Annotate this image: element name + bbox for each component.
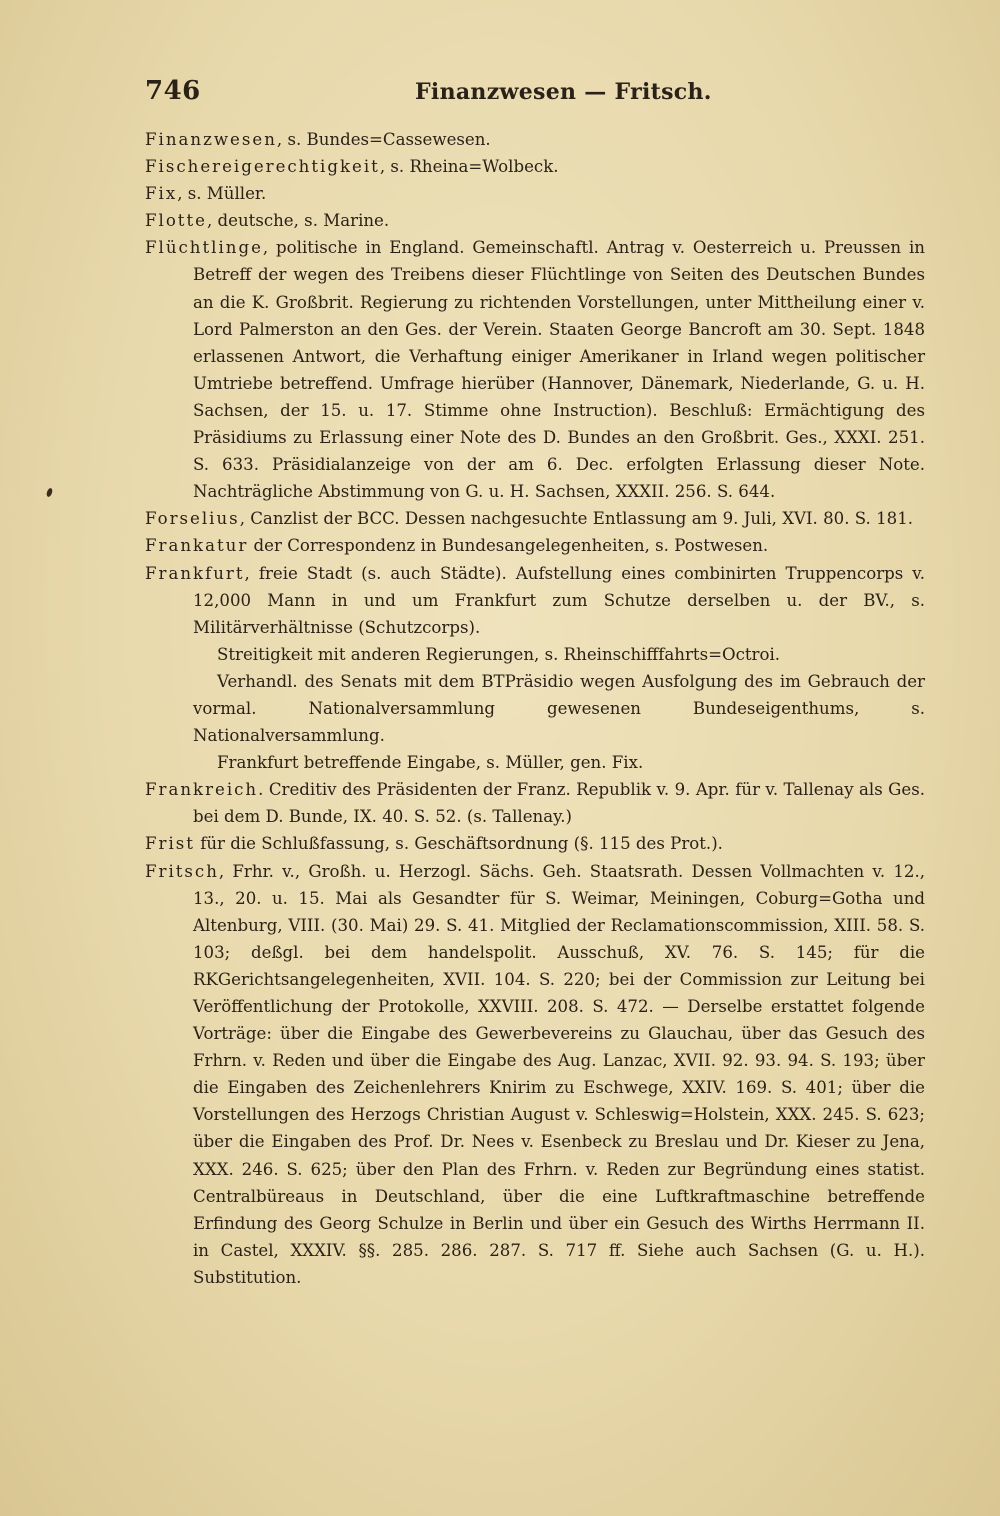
entry-text: der Correspondenz in Bundesangelegenheiten, s. Postwesen.	[248, 536, 769, 556]
index-entry-flotte	[145, 207, 925, 234]
index-entry-frankatur	[145, 532, 925, 559]
entry-text: , s. Bundes=Cassewesen.	[276, 130, 491, 149]
subentry-text: Frankfurt betreffende Eingabe, s. Müller, gen. Fix.	[217, 753, 644, 773]
index-entry-finanzwesen	[145, 126, 925, 153]
entry-keyword: Forselius	[145, 509, 240, 529]
index-entry-fluechtlinge	[145, 234, 925, 505]
entry-keyword: Flüchtlinge	[145, 238, 263, 258]
entry-text: , freie Stadt (s. auch Städte). Aufstellung eines combinirten Truppencorps v. 12,000 Mann in und um Frankfurt zum Schutze derselben u. der BV., s. Militärverhältnisse (Schutzcorps).	[193, 563, 925, 637]
entry-text: , Frhr. v., Großh. u. Herzogl. Sächs. Geh. Staatsrath. Dessen Vollmachten v. 12., 13., 20. u. 15. Mai als Gesandter für S. Weimar, Meiningen, Coburg=Gotha und Altenburg, VIII. (30. Mai) 29. S. 41. Mitglied der Reclamationscommission, XIII. 58. S. 103; deßgl. bei dem handelspolit. Ausschuß, XV. 76. S. 145; für die RKGerichtsangelegenheiten, XVII. 104. S. 220; bei der Commission zur Leitung bei Veröffentlichung der Protokolle, XXVIII. 208. S. 472. — Derselbe erstattet folgende Vorträge: über die Eingabe des Gewerbevereins zu Glauchau, über das Gesuch des Frhrn. v. Reden und über die Eingabe des Aug. Lanzac, XVII. 92. 93. 94. S. 193; über die Eingaben des Zeichenlehrers Knirim zu Eschwege, XXIV. 169. S. 401; über die Vorstellungen des Herzogs Christian August v. Schleswig=Holstein, XXX. 245. S. 623; über die Eingaben des Prof. Dr. Nees v. Esenbeck zu Breslau und Dr. Kieser zu Jena, XXX. 246. S. 625; über den Plan des Frhrn. v. Reden zur Begründung eines statist. Centralbüreaus in Deutschland, über die eine Luftkraftmaschine betreffende Erfindung des Georg Schulze in Berlin und über ein Gesuch des Wirths Herrmann II. in Castel, XXXIV. §§. 285. 286. 287. S. 717 ff. Siehe auch Sachsen (G. u. H.). Substitution.	[193, 861, 925, 1287]
entry-text: , s. Rheina=Wolbeck.	[379, 157, 559, 177]
running-head	[145, 76, 925, 116]
running-title: Finanzwesen — Fritsch.	[415, 79, 712, 105]
entry-text: , politische in England. Gemeinschaftl. Antrag v. Oesterreich u. Preussen in Betreff der wegen des Treibens dieser Flüchtlinge von Seiten des Deutschen Bundes an die K. Großbrit. Regierung zu richtenden Vorstellungen, unter Mittheilung einer v. Lord Palmerston an den Ges. der Verein. Staaten George Bancroft am 30. Sept. 1848 erlassenen Antwort, die Verhaftung einiger Amerikaner in Irland wegen politischer Umtriebe betreffend. Umfrage hierüber (Hannover, Dänemark, Niederlande, G. u. H. Sachsen, der 15. u. 17. Stimme ohne Instruction). Beschluß: Ermächtigung des Präsidiums zu Erlassung einer Note des D. Bundes an den Großbrit. Ges., XXXI. 251. S. 633. Präsidialanzeige von der am 6. Dec. erfolgten Erlassung dieser Note. Nachträgliche Abstimmung von G. u. H. Sachsen, XXXII. 256. S. 644.	[193, 238, 925, 502]
entry-text: , Canzlist der BCC. Dessen nachgesuchte Entlassung am 9. Juli, XVI. 80. S. 181.	[239, 509, 914, 529]
entry-keyword: Frankfurt	[145, 563, 245, 583]
index-column	[145, 126, 925, 1291]
index-subentry	[145, 668, 925, 749]
entry-keyword: Frankatur	[145, 536, 249, 556]
subentry-text: Streitigkeit mit anderen Regierungen, s. Rheinschifffahrts=Octroi.	[217, 644, 781, 664]
index-subentry	[145, 749, 925, 776]
index-entry-fischereigerechtigkeit	[145, 153, 925, 180]
subentry-text: Verhandl. des Senats mit dem BTPräsidio wegen Ausfolgung des im Gebrauch der vormal. Nationalversammlung gewesenen Bundeseigenthums, s. Nationalversammlung.	[193, 671, 925, 746]
entry-text: . Creditiv des Präsidenten der Franz. Republik v. 9. Apr. für v. Tallenay als Ges. bei dem D. Bunde, IX. 40. S. 52. (s. Tallenay.)	[193, 780, 925, 827]
entry-keyword: Fischereigerechtigkeit	[145, 157, 380, 177]
index-entry-frist	[145, 830, 925, 857]
index-entry-forselius	[145, 505, 925, 532]
index-entry-frankfurt	[145, 560, 925, 641]
index-entry-frankreich	[145, 776, 925, 830]
entry-text: , s. Müller.	[177, 184, 267, 204]
entry-keyword: Finanzwesen	[145, 130, 277, 149]
index-entry-fix	[145, 180, 925, 207]
entry-keyword: Fix	[145, 184, 178, 204]
index-entry-fritsch	[145, 858, 925, 1292]
entry-keyword: Flotte	[145, 211, 207, 231]
entry-keyword: Fritsch	[145, 861, 219, 881]
entry-text: für die Schlußfassung, s. Geschäftsordnung (§. 115 des Prot.).	[194, 834, 723, 854]
entry-keyword: Frankreich	[145, 780, 259, 800]
entry-keyword: Frist	[145, 834, 195, 854]
margin-ink-mark	[46, 487, 54, 497]
entry-text: , deutsche, s. Marine.	[206, 211, 390, 231]
page-number: 746	[145, 76, 201, 106]
index-subentry	[145, 641, 925, 668]
